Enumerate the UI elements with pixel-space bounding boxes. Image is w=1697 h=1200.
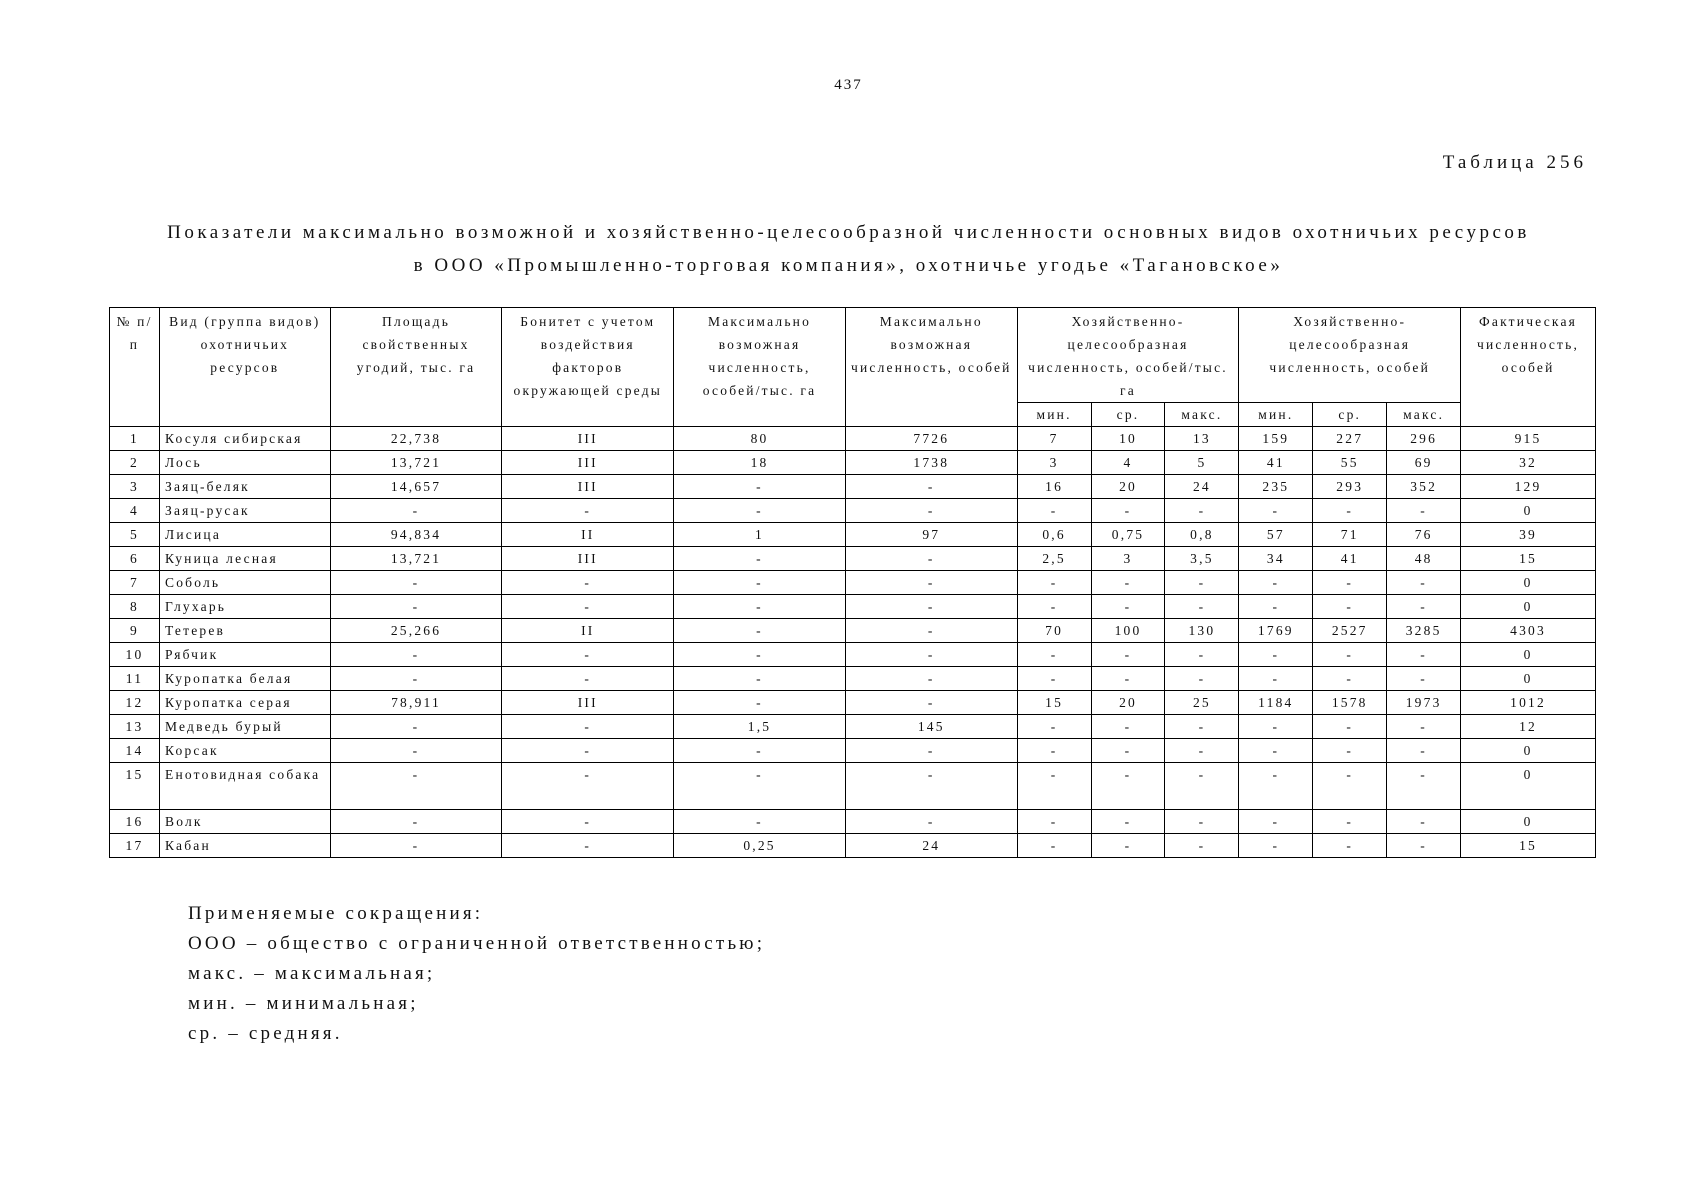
econ-count-avg: - xyxy=(1313,499,1387,523)
row-number: 7 xyxy=(110,571,160,595)
actual-count: 0 xyxy=(1461,499,1596,523)
max-density-value: - xyxy=(674,763,846,810)
econ-count-min: - xyxy=(1239,667,1313,691)
actual-count: 0 xyxy=(1461,739,1596,763)
bonitet-value: III xyxy=(502,691,674,715)
econ-density-min: - xyxy=(1017,571,1091,595)
econ-count-min: - xyxy=(1239,763,1313,810)
subheader-avg: ср. xyxy=(1091,403,1165,427)
econ-count-avg: - xyxy=(1313,834,1387,858)
header-bonitet: Бонитет с учетом воздействия факторов окружающей среды xyxy=(502,308,674,427)
table-row xyxy=(110,595,1596,619)
econ-count-min: 34 xyxy=(1239,547,1313,571)
bonitet-value: II xyxy=(502,523,674,547)
max-count-value: - xyxy=(845,739,1017,763)
area-value: - xyxy=(330,643,502,667)
econ-count-min: 41 xyxy=(1239,451,1313,475)
actual-count: 39 xyxy=(1461,523,1596,547)
bonitet-value: III xyxy=(502,547,674,571)
row-number: 13 xyxy=(110,715,160,739)
row-number: 3 xyxy=(110,475,160,499)
area-value: - xyxy=(330,667,502,691)
bonitet-value: - xyxy=(502,810,674,834)
econ-density-min: 7 xyxy=(1017,427,1091,451)
abbreviation-item: мин. – минимальная; xyxy=(188,993,419,1014)
econ-density-avg: 0,75 xyxy=(1091,523,1165,547)
actual-count: 15 xyxy=(1461,834,1596,858)
econ-density-min: - xyxy=(1017,667,1091,691)
max-count-value: - xyxy=(845,547,1017,571)
econ-count-max: 1973 xyxy=(1387,691,1461,715)
max-count-value: - xyxy=(845,571,1017,595)
econ-density-max: 24 xyxy=(1165,475,1239,499)
table-row xyxy=(110,427,1596,451)
table-row xyxy=(110,739,1596,763)
area-value: 78,911 xyxy=(330,691,502,715)
econ-density-avg: - xyxy=(1091,810,1165,834)
table-label: Таблица 256 xyxy=(1442,152,1587,173)
max-count-value: - xyxy=(845,595,1017,619)
row-number: 2 xyxy=(110,451,160,475)
econ-count-min: - xyxy=(1239,643,1313,667)
econ-density-avg: - xyxy=(1091,834,1165,858)
econ-count-avg: 227 xyxy=(1313,427,1387,451)
econ-count-max: 69 xyxy=(1387,451,1461,475)
econ-count-max: - xyxy=(1387,739,1461,763)
econ-density-max: 0,8 xyxy=(1165,523,1239,547)
table-row xyxy=(110,475,1596,499)
bonitet-value: - xyxy=(502,739,674,763)
area-value: - xyxy=(330,499,502,523)
econ-density-min: 2,5 xyxy=(1017,547,1091,571)
econ-density-avg: 3 xyxy=(1091,547,1165,571)
econ-density-max: - xyxy=(1165,715,1239,739)
econ-density-avg: - xyxy=(1091,643,1165,667)
econ-density-max: - xyxy=(1165,739,1239,763)
max-count-value: - xyxy=(845,475,1017,499)
econ-count-max: - xyxy=(1387,595,1461,619)
actual-count: 129 xyxy=(1461,475,1596,499)
subheader-avg: ср. xyxy=(1313,403,1387,427)
data-table xyxy=(109,307,1596,858)
bonitet-value: III xyxy=(502,475,674,499)
max-count-value: 7726 xyxy=(845,427,1017,451)
species-name: Волк xyxy=(160,810,331,834)
max-count-value: 24 xyxy=(845,834,1017,858)
bonitet-value: - xyxy=(502,834,674,858)
econ-count-max: - xyxy=(1387,667,1461,691)
econ-density-avg: 4 xyxy=(1091,451,1165,475)
max-count-value: - xyxy=(845,499,1017,523)
subheader-max: макс. xyxy=(1165,403,1239,427)
econ-count-avg: - xyxy=(1313,715,1387,739)
econ-density-min: - xyxy=(1017,499,1091,523)
bonitet-value: - xyxy=(502,595,674,619)
econ-density-max: 3,5 xyxy=(1165,547,1239,571)
area-value: - xyxy=(330,739,502,763)
species-name: Соболь xyxy=(160,571,331,595)
table-row xyxy=(110,691,1596,715)
econ-count-min: - xyxy=(1239,834,1313,858)
species-name: Рябчик xyxy=(160,643,331,667)
species-name: Заяц-русак xyxy=(160,499,331,523)
area-value: 13,721 xyxy=(330,451,502,475)
econ-density-max: - xyxy=(1165,499,1239,523)
table-row xyxy=(110,667,1596,691)
table-caption xyxy=(60,216,1637,282)
econ-density-max: 130 xyxy=(1165,619,1239,643)
econ-density-min: - xyxy=(1017,739,1091,763)
species-name: Лось xyxy=(160,451,331,475)
abbreviation-item: ср. – средняя. xyxy=(188,1023,343,1044)
species-name: Глухарь xyxy=(160,595,331,619)
econ-density-min: 70 xyxy=(1017,619,1091,643)
table-row xyxy=(110,834,1596,858)
area-value: 94,834 xyxy=(330,523,502,547)
max-count-value: - xyxy=(845,810,1017,834)
actual-count: 0 xyxy=(1461,667,1596,691)
actual-count: 0 xyxy=(1461,643,1596,667)
area-value: 25,266 xyxy=(330,619,502,643)
species-name: Лисица xyxy=(160,523,331,547)
row-number: 14 xyxy=(110,739,160,763)
econ-count-min: 1769 xyxy=(1239,619,1313,643)
econ-count-avg: - xyxy=(1313,810,1387,834)
max-density-value: - xyxy=(674,667,846,691)
econ-density-min: - xyxy=(1017,715,1091,739)
abbreviations-title: Применяемые сокращения: xyxy=(188,903,484,924)
econ-count-min: - xyxy=(1239,595,1313,619)
caption-line-1: Показатели максимально возможной и хозяйственно-целесообразной численности основных видов охотничьих ресурсов xyxy=(167,222,1530,243)
max-density-value: - xyxy=(674,643,846,667)
econ-count-max: 48 xyxy=(1387,547,1461,571)
max-count-value: 145 xyxy=(845,715,1017,739)
bonitet-value: - xyxy=(502,643,674,667)
econ-count-avg: - xyxy=(1313,643,1387,667)
econ-count-max: 296 xyxy=(1387,427,1461,451)
max-density-value: 0,25 xyxy=(674,834,846,858)
row-number: 16 xyxy=(110,810,160,834)
table-row xyxy=(110,499,1596,523)
econ-density-avg: 10 xyxy=(1091,427,1165,451)
econ-count-min: 235 xyxy=(1239,475,1313,499)
actual-count: 915 xyxy=(1461,427,1596,451)
actual-count: 0 xyxy=(1461,810,1596,834)
econ-density-max: - xyxy=(1165,571,1239,595)
econ-count-min: - xyxy=(1239,715,1313,739)
row-number: 17 xyxy=(110,834,160,858)
header-max-density: Максимально возможная численность, особей/тыс. га xyxy=(674,308,846,427)
econ-density-max: - xyxy=(1165,643,1239,667)
econ-count-max: - xyxy=(1387,571,1461,595)
header-max-count: Максимально возможная численность, особей xyxy=(845,308,1017,427)
max-density-value: 18 xyxy=(674,451,846,475)
actual-count: 32 xyxy=(1461,451,1596,475)
econ-density-max: 25 xyxy=(1165,691,1239,715)
actual-count: 15 xyxy=(1461,547,1596,571)
econ-count-avg: 2527 xyxy=(1313,619,1387,643)
species-name: Косуля сибирская xyxy=(160,427,331,451)
max-count-value: - xyxy=(845,619,1017,643)
econ-count-avg: 41 xyxy=(1313,547,1387,571)
econ-count-max: - xyxy=(1387,810,1461,834)
max-density-value: - xyxy=(674,499,846,523)
max-density-value: - xyxy=(674,571,846,595)
area-value: - xyxy=(330,571,502,595)
table-row xyxy=(110,571,1596,595)
max-density-value: - xyxy=(674,619,846,643)
species-name: Енотовидная собака xyxy=(160,763,331,810)
area-value: - xyxy=(330,595,502,619)
econ-density-avg: - xyxy=(1091,763,1165,810)
max-density-value: - xyxy=(674,810,846,834)
max-density-value: - xyxy=(674,595,846,619)
row-number: 1 xyxy=(110,427,160,451)
econ-count-avg: 1578 xyxy=(1313,691,1387,715)
header-species: Вид (группа видов) охотничьих ресурсов xyxy=(160,308,331,427)
econ-count-avg: - xyxy=(1313,571,1387,595)
row-number: 11 xyxy=(110,667,160,691)
header-econ-count: Хозяйственно-целесообразная численность, особей xyxy=(1239,308,1461,403)
econ-count-min: - xyxy=(1239,739,1313,763)
table-row xyxy=(110,715,1596,739)
econ-count-max: - xyxy=(1387,715,1461,739)
max-count-value: - xyxy=(845,643,1017,667)
table-row xyxy=(110,523,1596,547)
max-density-value: - xyxy=(674,691,846,715)
econ-density-avg: 100 xyxy=(1091,619,1165,643)
econ-density-min: - xyxy=(1017,810,1091,834)
econ-count-avg: 71 xyxy=(1313,523,1387,547)
actual-count: 0 xyxy=(1461,595,1596,619)
econ-density-max: - xyxy=(1165,763,1239,810)
species-name: Куропатка серая xyxy=(160,691,331,715)
econ-density-min: - xyxy=(1017,595,1091,619)
abbreviation-item: макс. – максимальная; xyxy=(188,963,436,984)
area-value: 14,657 xyxy=(330,475,502,499)
econ-density-min: 0,6 xyxy=(1017,523,1091,547)
max-density-value: 1 xyxy=(674,523,846,547)
subheader-min: мин. xyxy=(1017,403,1091,427)
header-actual: Фактическая численность, особей xyxy=(1461,308,1596,427)
econ-count-max: - xyxy=(1387,763,1461,810)
bonitet-value: - xyxy=(502,499,674,523)
subheader-max: макс. xyxy=(1387,403,1461,427)
econ-count-min: 159 xyxy=(1239,427,1313,451)
econ-density-min: - xyxy=(1017,643,1091,667)
actual-count: 1012 xyxy=(1461,691,1596,715)
econ-density-max: 5 xyxy=(1165,451,1239,475)
max-density-value: - xyxy=(674,475,846,499)
max-density-value: 80 xyxy=(674,427,846,451)
max-count-value: 1738 xyxy=(845,451,1017,475)
econ-count-max: - xyxy=(1387,643,1461,667)
bonitet-value: - xyxy=(502,667,674,691)
econ-count-avg: - xyxy=(1313,595,1387,619)
econ-density-avg: - xyxy=(1091,739,1165,763)
row-number: 15 xyxy=(110,763,160,810)
econ-count-avg: 55 xyxy=(1313,451,1387,475)
econ-count-min: - xyxy=(1239,571,1313,595)
econ-count-avg: - xyxy=(1313,763,1387,810)
species-name: Корсак xyxy=(160,739,331,763)
row-number: 4 xyxy=(110,499,160,523)
econ-count-max: - xyxy=(1387,834,1461,858)
species-name: Кабан xyxy=(160,834,331,858)
max-count-value: 97 xyxy=(845,523,1017,547)
header-num: № п/п xyxy=(110,308,160,427)
econ-density-min: 3 xyxy=(1017,451,1091,475)
econ-density-min: - xyxy=(1017,763,1091,810)
econ-density-max: - xyxy=(1165,810,1239,834)
actual-count: 12 xyxy=(1461,715,1596,739)
econ-density-max: 13 xyxy=(1165,427,1239,451)
table-row xyxy=(110,547,1596,571)
econ-density-min: 16 xyxy=(1017,475,1091,499)
econ-count-avg: - xyxy=(1313,667,1387,691)
row-number: 8 xyxy=(110,595,160,619)
area-value: 22,738 xyxy=(330,427,502,451)
row-number: 9 xyxy=(110,619,160,643)
bonitet-value: III xyxy=(502,451,674,475)
actual-count: 0 xyxy=(1461,571,1596,595)
table-row xyxy=(110,619,1596,643)
econ-density-max: - xyxy=(1165,595,1239,619)
abbreviations xyxy=(188,899,765,1049)
econ-density-avg: 20 xyxy=(1091,475,1165,499)
econ-count-min: - xyxy=(1239,499,1313,523)
econ-count-avg: - xyxy=(1313,739,1387,763)
species-name: Заяц-беляк xyxy=(160,475,331,499)
caption-line-2: в ООО «Промышленно-торговая компания», охотничье угодье «Тагановское» xyxy=(413,255,1284,276)
econ-count-max: - xyxy=(1387,499,1461,523)
area-value: 13,721 xyxy=(330,547,502,571)
econ-count-max: 352 xyxy=(1387,475,1461,499)
econ-density-max: - xyxy=(1165,834,1239,858)
species-name: Медведь бурый xyxy=(160,715,331,739)
econ-density-avg: - xyxy=(1091,499,1165,523)
econ-count-max: 3285 xyxy=(1387,619,1461,643)
econ-count-min: 57 xyxy=(1239,523,1313,547)
max-density-value: - xyxy=(674,547,846,571)
row-number: 10 xyxy=(110,643,160,667)
econ-count-min: 1184 xyxy=(1239,691,1313,715)
max-density-value: - xyxy=(674,739,846,763)
econ-density-min: - xyxy=(1017,834,1091,858)
area-value: - xyxy=(330,715,502,739)
bonitet-value: III xyxy=(502,427,674,451)
abbreviation-item: ООО – общество с ограниченной ответственностью; xyxy=(188,933,766,954)
area-value: - xyxy=(330,763,502,810)
row-number: 12 xyxy=(110,691,160,715)
row-number: 6 xyxy=(110,547,160,571)
header-area: Площадь свойственных угодий, тыс. га xyxy=(330,308,502,427)
table-row xyxy=(110,763,1596,810)
subheader-min: мин. xyxy=(1239,403,1313,427)
page-number: 437 xyxy=(834,77,863,93)
econ-density-avg: - xyxy=(1091,667,1165,691)
table-body xyxy=(110,427,1596,858)
econ-density-avg: - xyxy=(1091,571,1165,595)
bonitet-value: - xyxy=(502,715,674,739)
table-row xyxy=(110,451,1596,475)
species-name: Куница лесная xyxy=(160,547,331,571)
species-name: Куропатка белая xyxy=(160,667,331,691)
table-row xyxy=(110,643,1596,667)
max-count-value: - xyxy=(845,763,1017,810)
area-value: - xyxy=(330,834,502,858)
econ-density-max: - xyxy=(1165,667,1239,691)
header-econ-density: Хозяйственно-целесообразная численность, особей/тыс. га xyxy=(1017,308,1239,403)
max-count-value: - xyxy=(845,667,1017,691)
econ-density-avg: - xyxy=(1091,715,1165,739)
bonitet-value: - xyxy=(502,571,674,595)
bonitet-value: II xyxy=(502,619,674,643)
max-density-value: 1,5 xyxy=(674,715,846,739)
table-row xyxy=(110,810,1596,834)
econ-density-avg: 20 xyxy=(1091,691,1165,715)
actual-count: 0 xyxy=(1461,763,1596,810)
species-name: Тетерев xyxy=(160,619,331,643)
econ-count-min: - xyxy=(1239,810,1313,834)
max-count-value: - xyxy=(845,691,1017,715)
bonitet-value: - xyxy=(502,763,674,810)
area-value: - xyxy=(330,810,502,834)
econ-count-avg: 293 xyxy=(1313,475,1387,499)
econ-count-max: 76 xyxy=(1387,523,1461,547)
actual-count: 4303 xyxy=(1461,619,1596,643)
econ-density-min: 15 xyxy=(1017,691,1091,715)
econ-density-avg: - xyxy=(1091,595,1165,619)
row-number: 5 xyxy=(110,523,160,547)
